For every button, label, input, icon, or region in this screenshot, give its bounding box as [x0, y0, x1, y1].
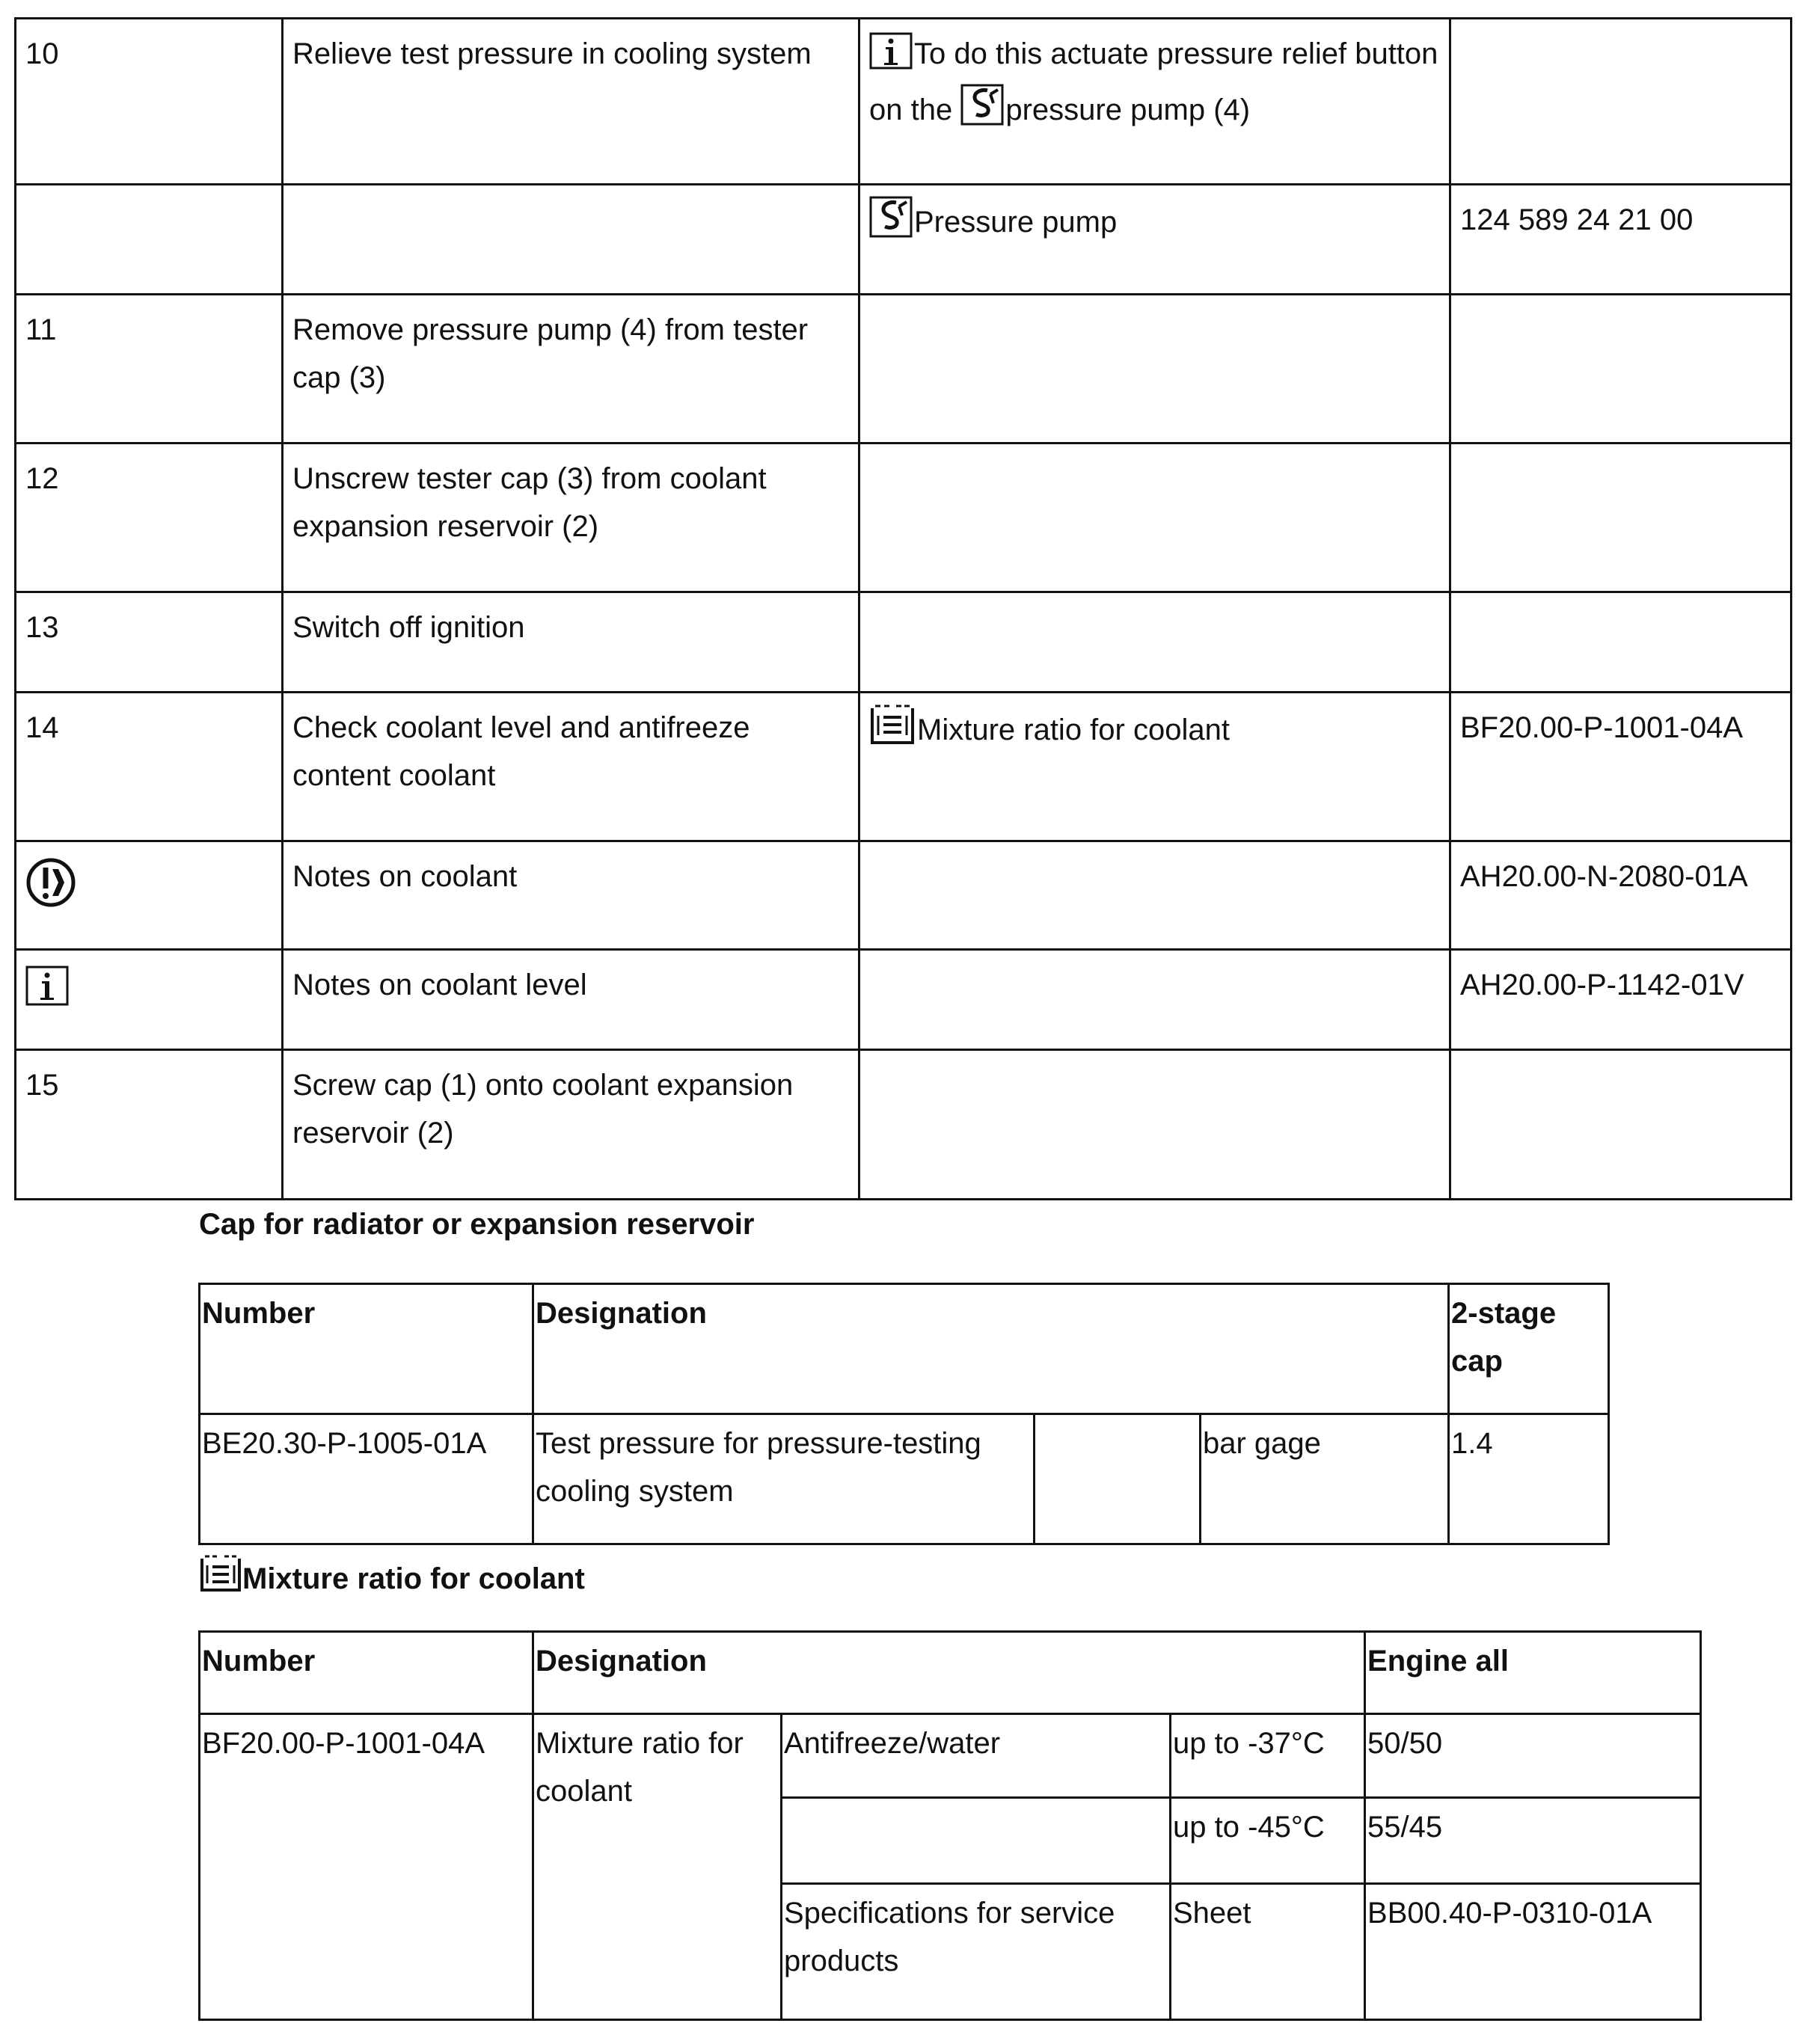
cell-designation: Mixture ratio for coolant	[533, 1714, 782, 2020]
cap-spec-table	[198, 1283, 1610, 1545]
info-icon	[25, 966, 69, 1020]
mixture-container-icon	[199, 1554, 242, 1602]
step-note	[859, 185, 1450, 295]
step-reference: AH20.00-P-1142-01V	[1450, 950, 1792, 1050]
step-action: Remove pressure pump (4) from tester cap (3)	[283, 295, 859, 444]
header-value: Engine all	[1365, 1632, 1701, 1714]
section-title-text: Mixture ratio for coolant	[242, 1562, 585, 1595]
step-note	[859, 592, 1450, 693]
notes-warning-icon	[25, 857, 76, 922]
step-note	[859, 1050, 1450, 1200]
table-row	[16, 693, 1792, 841]
cell-number: BE20.30-P-1005-01A	[200, 1414, 533, 1544]
table-row	[16, 950, 1792, 1050]
step-note	[859, 841, 1450, 950]
cell-number: BF20.00-P-1001-04A	[200, 1714, 533, 2020]
step-reference	[1450, 295, 1792, 444]
table-row	[200, 1714, 1701, 1798]
mixture-container-icon	[869, 704, 916, 760]
step-number: 13	[16, 592, 283, 693]
step-action: Check coolant level and antifreeze content coolant	[283, 693, 859, 841]
step-action: Notes on coolant	[283, 841, 859, 950]
step-number	[16, 841, 283, 950]
cell-condition: Sheet	[1171, 1884, 1365, 2020]
table-row	[16, 444, 1792, 592]
cell-unit: bar gage	[1201, 1414, 1449, 1544]
step-action: Notes on coolant level	[283, 950, 859, 1050]
step-action: Screw cap (1) onto coolant expansion reservoir (2)	[283, 1050, 859, 1200]
step-action: Relieve test pressure in cooling system	[283, 19, 859, 185]
section-title-cap: Cap for radiator or expansion reservoir	[199, 1208, 755, 1241]
step-action	[283, 185, 859, 295]
pressure-pump-tool-icon	[960, 84, 1004, 140]
step-note	[859, 444, 1450, 592]
step-note	[859, 950, 1450, 1050]
step-action: Unscrew tester cap (3) from coolant expansion reservoir (2)	[283, 444, 859, 592]
cell-value: 55/45	[1365, 1798, 1701, 1884]
step-note-text: Mixture ratio for coolant	[917, 713, 1230, 746]
step-action: Switch off ignition	[283, 592, 859, 693]
cell-condition: up to -45°C	[1171, 1798, 1365, 1884]
step-note	[859, 693, 1450, 841]
table-row	[200, 1414, 1609, 1544]
cell-designation: Test pressure for pressure-testing cooling system	[533, 1414, 1035, 1544]
cell-value: 50/50	[1365, 1714, 1701, 1798]
cell-extra	[1035, 1414, 1201, 1544]
step-number	[16, 185, 283, 295]
step-reference: AH20.00-N-2080-01A	[1450, 841, 1792, 950]
step-reference	[1450, 444, 1792, 592]
table-row	[16, 185, 1792, 295]
step-reference: 124 589 24 21 00	[1450, 185, 1792, 295]
cell-item: Specifications for service products	[782, 1884, 1171, 2020]
table-header-row	[200, 1284, 1609, 1414]
table-row	[16, 19, 1792, 185]
step-reference: BF20.00-P-1001-04A	[1450, 693, 1792, 841]
step-number: 11	[16, 295, 283, 444]
step-number: 12	[16, 444, 283, 592]
table-row	[16, 841, 1792, 950]
section-title-mixture	[199, 1554, 585, 1602]
table-row	[16, 1050, 1792, 1200]
step-note	[859, 295, 1450, 444]
table-header-row	[200, 1632, 1701, 1714]
table-row	[16, 592, 1792, 693]
mixture-spec-table	[198, 1630, 1702, 2021]
cell-value: 1.4	[1449, 1414, 1609, 1544]
step-note-text-2: pressure pump (4)	[1005, 93, 1251, 126]
step-number	[16, 950, 283, 1050]
cell-value: BB00.40-P-0310-01A	[1365, 1884, 1701, 2020]
table-row	[16, 295, 1792, 444]
cell-item	[782, 1798, 1171, 1884]
procedure-table	[14, 17, 1792, 1200]
info-icon	[869, 32, 913, 84]
header-number: Number	[200, 1632, 533, 1714]
step-reference	[1450, 19, 1792, 185]
step-number: 15	[16, 1050, 283, 1200]
cell-item: Antifreeze/water	[782, 1714, 1171, 1798]
step-reference	[1450, 592, 1792, 693]
header-designation: Designation	[533, 1632, 1365, 1714]
header-value: 2-stage cap	[1449, 1284, 1609, 1414]
header-number: Number	[200, 1284, 533, 1414]
step-number: 14	[16, 693, 283, 841]
pressure-pump-tool-icon	[869, 196, 913, 252]
cell-condition: up to -37°C	[1171, 1714, 1365, 1798]
step-note-text: To do this actuate pressure relief button on the	[869, 37, 1438, 126]
step-note-text: Pressure pump	[914, 206, 1118, 239]
header-designation: Designation	[533, 1284, 1449, 1414]
step-number: 10	[16, 19, 283, 185]
step-reference	[1450, 1050, 1792, 1200]
step-note	[859, 19, 1450, 185]
